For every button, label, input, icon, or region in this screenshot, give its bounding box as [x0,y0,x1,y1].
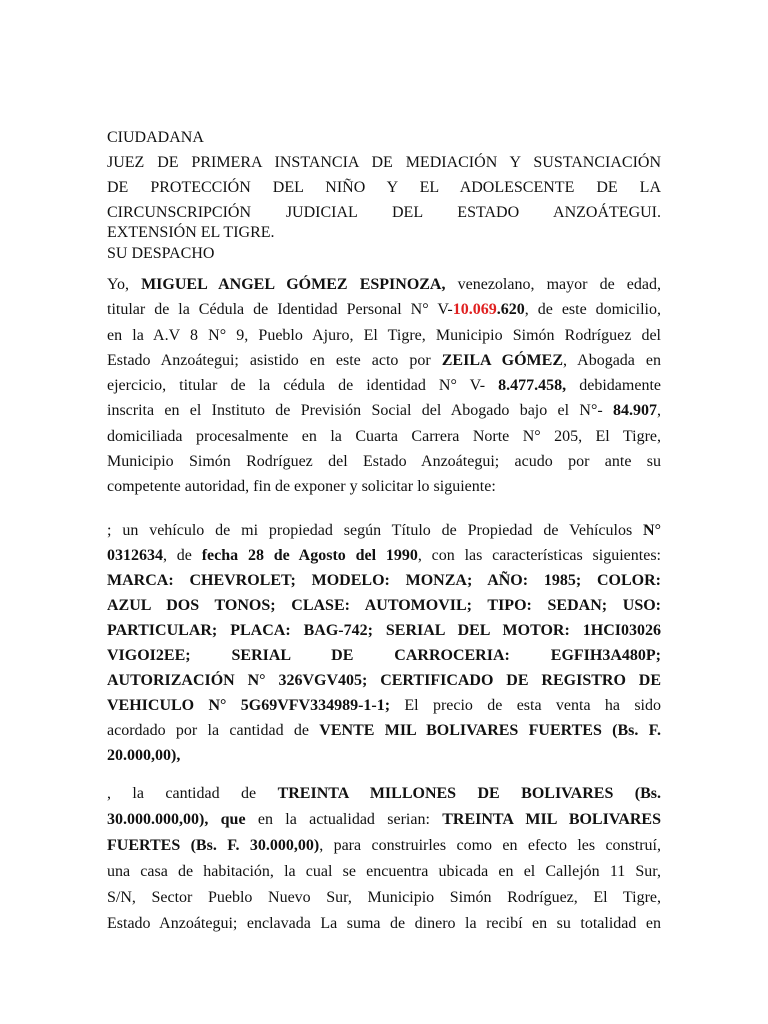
paragraph-payment [107,781,661,937]
paragraph-identification [107,272,661,500]
lawyer-id-number: 8.477.458, [498,377,567,395]
vehicle-specs-line: VIGOI2EE; SERIAL DE CARROCERIA: EGFIH3A480P; [107,647,661,664]
text-run: , con las características siguientes: [417,547,661,564]
header-line: SU DESPACHO [107,245,215,262]
sale-amount: VENTE MIL BOLIVARES FUERTES (Bs. F. [319,722,661,739]
text-run: , de [163,547,202,564]
vehicle-specs-line: PARTICULAR; PLACA: BAG-742; SERIAL DEL MOTOR: 1HCI03026 [107,622,661,639]
text-line [107,718,661,743]
vehicle-specs-line: AZUL DOS TONOS; CLASE: AUTOMOVIL; TIPO: SEDAN; USO: [107,597,661,614]
text-line [107,348,661,373]
header-line: CIUDADANA [107,129,204,146]
amount-figures: 30.000.000,00), que [107,811,246,828]
text-run: debidamente [566,377,661,395]
header-line: EXTENSIÓN EL TIGRE. [107,224,275,241]
text-run: acordado por la cantidad de [107,722,320,739]
title-date: fecha 28 de Agosto del 1990 [201,547,418,564]
text-run: , de este domicilio, [524,301,661,319]
paragraph-vehicle [107,518,661,768]
text-line [107,297,661,322]
text-run: Estado Anzoátegui; asistido en este acto por [107,351,442,369]
text-run: N° [643,522,661,539]
text-line: una casa de habitación, la cual se encuentra ubicada en el Callejón 11 Sur, [107,863,661,880]
text-line: 20.000,00), [107,747,181,764]
text-line: Estado Anzoátegui; enclavada La suma de dinero la recibí en su totalidad en [107,915,661,932]
text-run: en la actualidad serian: [245,811,443,828]
text-line [107,833,661,859]
header-line: CIRCUNSCRIPCIÓN JUDICIAL DEL ESTADO ANZOÁTEGUI. [107,204,661,221]
text-line [107,693,661,718]
text-line: Municipio Simón Rodríguez del Estado Anzoátegui; acudo por ante su [107,453,661,471]
text-run: venezolano, mayor de edad, [445,276,662,293]
text-line [107,272,661,297]
text-run: , Abogada en [563,351,662,369]
text-line [107,807,661,833]
text-line: S/N, Sector Pueblo Nuevo Sur, Municipio Simón Rodríguez, El Tigre, [107,889,661,906]
title-number: 0312634 [107,547,163,564]
text-run: titular de la Cédula de Identidad Personal N° V- [107,301,453,319]
text-line: en la A.V 8 N° 9, Pueblo Ajuro, El Tigre, Municipio Simón Rodríguez del [107,326,661,344]
text-line [107,398,661,423]
header-line: DE PROTECCIÓN DEL NIÑO Y EL ADOLESCENTE DE LA [107,179,661,196]
text-run: Yo, [107,276,142,293]
text-run: El precio de esta venta ha sido [390,697,662,714]
amount-words: TREINTA MILLONES DE BOLIVARES (Bs. [277,785,661,802]
text-run: ; un vehículo de mi propiedad según Título de Propiedad de Vehículos [107,522,644,539]
text-line [107,543,661,568]
amount-figures-converted: FUERTES (Bs. F. 30.000,00) [107,837,320,854]
highlighted-id-number: 10.069 [452,301,497,319]
bar-number: 84.907 [613,402,657,420]
text-line [107,373,661,398]
text-line: competente autoridad, fin de exponer y solicitar lo siguiente: [107,478,496,496]
text-line [107,781,661,807]
text-line [107,518,661,543]
vehicle-specs-line: MARCA: CHEVROLET; MODELO: MONZA; AÑO: 1985; COLOR: [107,572,661,589]
addressee-header [107,125,661,266]
text-line: domiciliada procesalmente en la Cuarta Carrera Norte N° 205, El Tigre, [107,427,661,445]
certificate-number: VEHICULO N° 5G69VFV334989-1-1; [107,697,391,714]
amount-words-converted: TREINTA MIL BOLIVARES [442,811,662,828]
header-line: JUEZ DE PRIMERA INSTANCIA DE MEDIACIÓN Y SUSTANCIACIÓN [107,154,661,171]
text-run: inscrita en el Instituto de Previsión Social del Abogado bajo el N°- [107,402,613,420]
vehicle-specs-line: AUTORIZACIÓN N° 326VGV405; CERTIFICADO DE REGISTRO DE [107,672,661,689]
text-run: , la cantidad de [107,785,278,802]
id-number-suffix: .620 [496,301,525,319]
text-run: , [657,402,661,420]
lawyer-name: ZEILA GÓMEZ [441,351,564,369]
text-run: ejercicio, titular de la cédula de identidad N° V- [107,377,499,395]
declarant-name: MIGUEL ANGEL GÓMEZ ESPINOZA, [141,276,446,293]
text-run: , para construirles como en efecto les construí, [319,837,661,854]
